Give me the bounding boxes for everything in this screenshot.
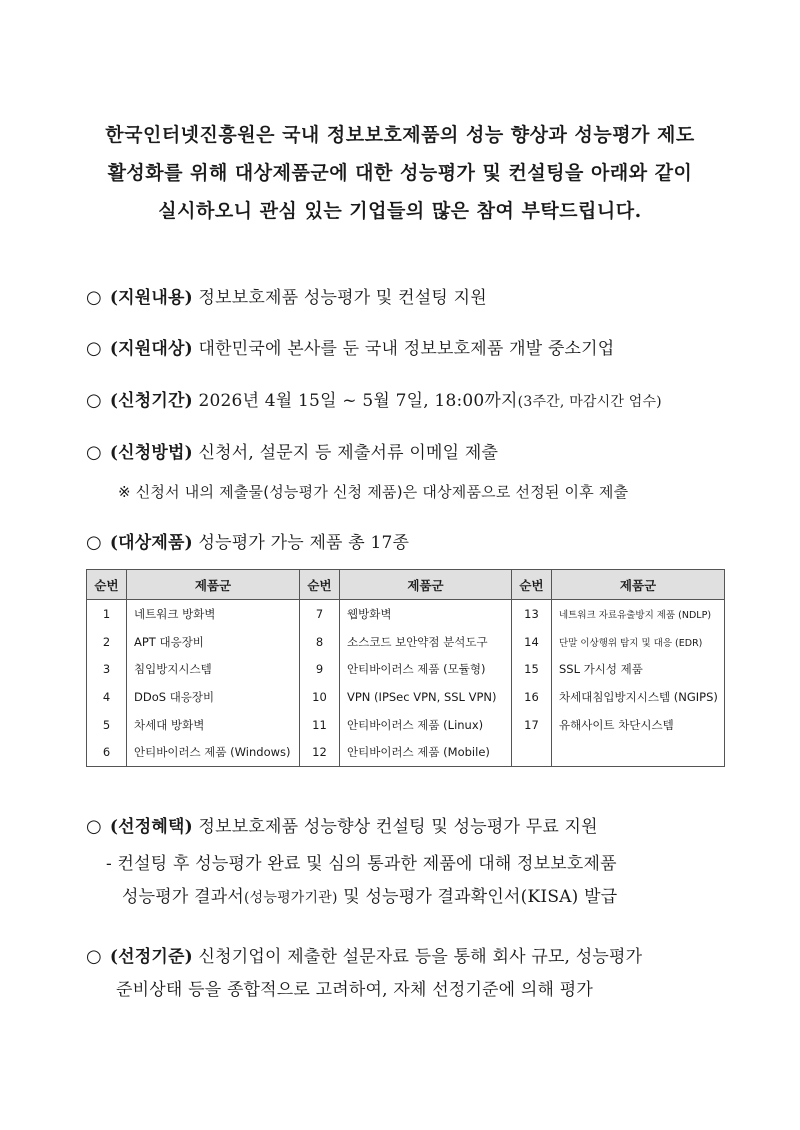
item-text: 신청서, 설문지 등 제출서류 이메일 제출 (198, 443, 499, 463)
table-row (87, 655, 725, 683)
item-text: 대한민국에 본사를 둔 국내 정보보호제품 개발 중소기업 (198, 339, 615, 359)
circle-bullet-icon: ○ (86, 442, 102, 463)
intro-line: 실시하오니 관심 있는 기업들의 많은 참여 부탁드립니다. (158, 200, 642, 222)
table-cell-seq: 16 (512, 683, 552, 711)
table-row (87, 711, 725, 739)
table-cell-product (552, 738, 725, 766)
table-cell-product: SSL 가시성 제품 (552, 655, 725, 683)
item-tag: (신청기간) (109, 391, 193, 411)
table-cell-product: 안티바이러스 제품 (Mobile) (340, 738, 512, 766)
product-table (86, 569, 725, 767)
benefits-text: 및 성능평가 결과확인서(KISA) 발급 (337, 887, 618, 907)
item-text: 성능평가 가능 제품 총 17종 (198, 533, 410, 553)
table-row (87, 738, 725, 766)
intro-paragraph (90, 116, 710, 230)
header-seq: 순번 (87, 570, 127, 600)
table-cell-seq: 13 (512, 600, 552, 628)
item-tag: (선정혜택) (109, 817, 193, 837)
table-cell-product: 유해사이트 차단시스템 (552, 711, 725, 739)
item-tag: (지원대상) (109, 339, 193, 359)
table-cell-product: 단말 이상행위 탐지 및 대응 (EDR) (552, 628, 725, 656)
table-cell-product: APT 대응장비 (127, 628, 300, 656)
criteria-line (86, 940, 642, 974)
item-text: 정보보호제품 성능평가 및 컨설팅 지원 (198, 288, 487, 308)
intro-line: 한국인터넷진흥원은 국내 정보보호제품의 성능 향상과 성능평가 제도 (105, 124, 695, 146)
table-cell-seq: 17 (512, 711, 552, 739)
intro-line: 활성화를 위해 대상제품군에 대한 성능평가 및 컨설팅을 아래와 같이 (107, 162, 693, 184)
circle-bullet-icon: ○ (86, 946, 102, 967)
table-row (87, 600, 725, 628)
table-cell-seq (512, 738, 552, 766)
item-tag: (대상제품) (109, 533, 193, 553)
header-product-group: 제품군 (552, 570, 725, 600)
item-support-target (86, 334, 614, 359)
period-note: (3주간, 마감시간 엄수) (517, 394, 662, 410)
table-cell-product: 안티바이러스 제품 (Windows) (127, 738, 300, 766)
circle-bullet-icon: ○ (86, 287, 102, 308)
item-tag: (지원내용) (109, 288, 193, 308)
circle-bullet-icon: ○ (86, 338, 102, 359)
item-support-content (86, 283, 487, 308)
item-text: 2026년 4월 15일 ~ 5월 7일, 18:00까지 (198, 391, 518, 411)
table-cell-seq: 1 (87, 600, 127, 628)
benefits-small-text: (성능평가기관) (243, 890, 338, 906)
circle-bullet-icon: ○ (86, 532, 102, 553)
table-cell-product: VPN (IPSec VPN, SSL VPN) (340, 683, 512, 711)
table-cell-seq: 8 (300, 628, 340, 656)
table-cell-seq: 5 (87, 711, 127, 739)
table-cell-seq: 9 (300, 655, 340, 683)
criteria-line: 준비상태 등을 종합적으로 고려하여, 자체 선정기준에 의해 평가 (116, 980, 594, 1000)
table-cell-seq: 12 (300, 738, 340, 766)
table-cell-seq: 7 (300, 600, 340, 628)
benefits-detail-line: - 컨설팅 후 성능평가 완료 및 심의 통과한 제품에 대해 정보보호제품 (106, 854, 617, 874)
table-cell-product: 네트워크 자료유출방지 제품 (NDLP) (552, 600, 725, 628)
item-tag: (신청방법) (109, 443, 193, 463)
circle-bullet-icon: ○ (86, 390, 102, 411)
item-benefits (86, 812, 598, 837)
apply-method-note: ※ 신청서 내의 제출물(성능평가 신청 제품)은 대상제품으로 선정된 이후 제출 (118, 483, 629, 501)
table-cell-product: 안티바이러스 제품 (Linux) (340, 711, 512, 739)
header-seq: 순번 (512, 570, 552, 600)
table-cell-product: 차세대침입방지시스템 (NGIPS) (552, 683, 725, 711)
table-cell-product: 안티바이러스 제품 (모듈형) (340, 655, 512, 683)
item-criteria (86, 940, 642, 1007)
table-header-row (87, 570, 725, 600)
table-cell-seq: 2 (87, 628, 127, 656)
header-product-group: 제품군 (340, 570, 512, 600)
header-seq: 순번 (300, 570, 340, 600)
table-cell-product: DDoS 대응장비 (127, 683, 300, 711)
table-cell-product: 네트워크 방화벽 (127, 600, 300, 628)
circle-bullet-icon: ○ (86, 816, 102, 837)
benefits-detail (106, 848, 617, 915)
item-text: 정보보호제품 성능향상 컨설팅 및 성능평가 무료 지원 (198, 817, 598, 837)
header-product-group: 제품군 (127, 570, 300, 600)
table-row (87, 628, 725, 656)
table-cell-product: 웹방화벽 (340, 600, 512, 628)
table-cell-seq: 4 (87, 683, 127, 711)
table-cell-seq: 10 (300, 683, 340, 711)
table-cell-seq: 15 (512, 655, 552, 683)
table-cell-seq: 14 (512, 628, 552, 656)
table-cell-product: 소스코드 보안약점 분석도구 (340, 628, 512, 656)
item-target-products (86, 528, 409, 553)
item-apply-period (86, 386, 662, 411)
item-tag: (선정기준) (109, 947, 193, 967)
table-cell-product: 차세대 방화벽 (127, 711, 300, 739)
table-cell-seq: 11 (300, 711, 340, 739)
table-cell-product: 침입방지시스템 (127, 655, 300, 683)
table-cell-seq: 6 (87, 738, 127, 766)
item-text: 신청기업이 제출한 설문자료 등을 통해 회사 규모, 성능평가 (198, 947, 643, 967)
benefits-detail-line (106, 881, 617, 915)
benefits-text: 성능평가 결과서 (122, 887, 244, 907)
table-row (87, 683, 725, 711)
table-cell-seq: 3 (87, 655, 127, 683)
item-apply-method (86, 438, 498, 463)
